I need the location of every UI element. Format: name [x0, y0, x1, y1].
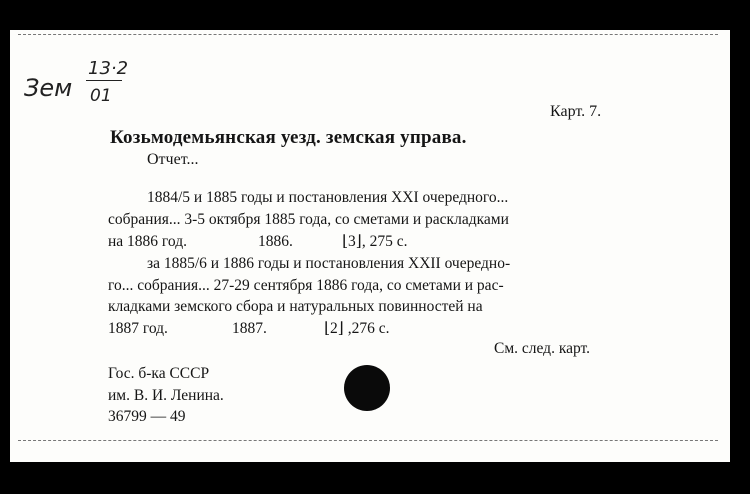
entry2-line1: за 1885/6 и 1886 годы и постановления XXII очередно- — [147, 255, 511, 272]
entry2-line2: го... собрания... 27-29 сентября 1886 года, со сметами и рас- — [108, 277, 504, 294]
handwritten-code: Зем — [24, 74, 73, 102]
entry2-line4-year: 1887. — [232, 320, 267, 337]
library-line1: Гос. б-ка СССР — [108, 365, 210, 382]
entry2-line4-pages: ⌊2⌋ ,276 с. — [324, 320, 390, 337]
entry1-line3-year: 1886. — [258, 233, 293, 250]
catalog-card — [10, 30, 730, 462]
entry1-line3-label: на 1886 год. — [108, 233, 187, 250]
handwritten-denominator: 01 — [90, 86, 112, 106]
card-number: Карт. 7. — [550, 103, 602, 120]
entry2-line3: кладками земского сбора и натуральных повинностей на — [108, 298, 483, 315]
card-top-rule — [18, 34, 718, 35]
card-subtitle: Отчет... — [147, 151, 199, 168]
see-next-card: См. след. карт. — [494, 340, 591, 357]
library-line3: 36799 — 49 — [108, 408, 186, 425]
handwritten-numerator: 13·2 — [88, 58, 129, 79]
handwritten-fraction-line — [86, 80, 122, 81]
entry1-line1: 1884/5 и 1885 годы и постановления XXI очередного... — [147, 189, 509, 206]
library-line2: им. В. И. Ленина. — [108, 387, 224, 404]
entry2-line4-label: 1887 год. — [108, 320, 168, 337]
entry1-line3-pages: ⌊3⌋, 275 с. — [342, 233, 408, 250]
card-punch-hole — [344, 365, 390, 411]
card-bottom-rule — [18, 440, 718, 441]
card-title: Козьмодемьянская уезд. земская управа. — [110, 127, 467, 148]
entry1-line2: собрания... 3-5 октября 1885 года, со сметами и раскладками — [108, 211, 509, 228]
